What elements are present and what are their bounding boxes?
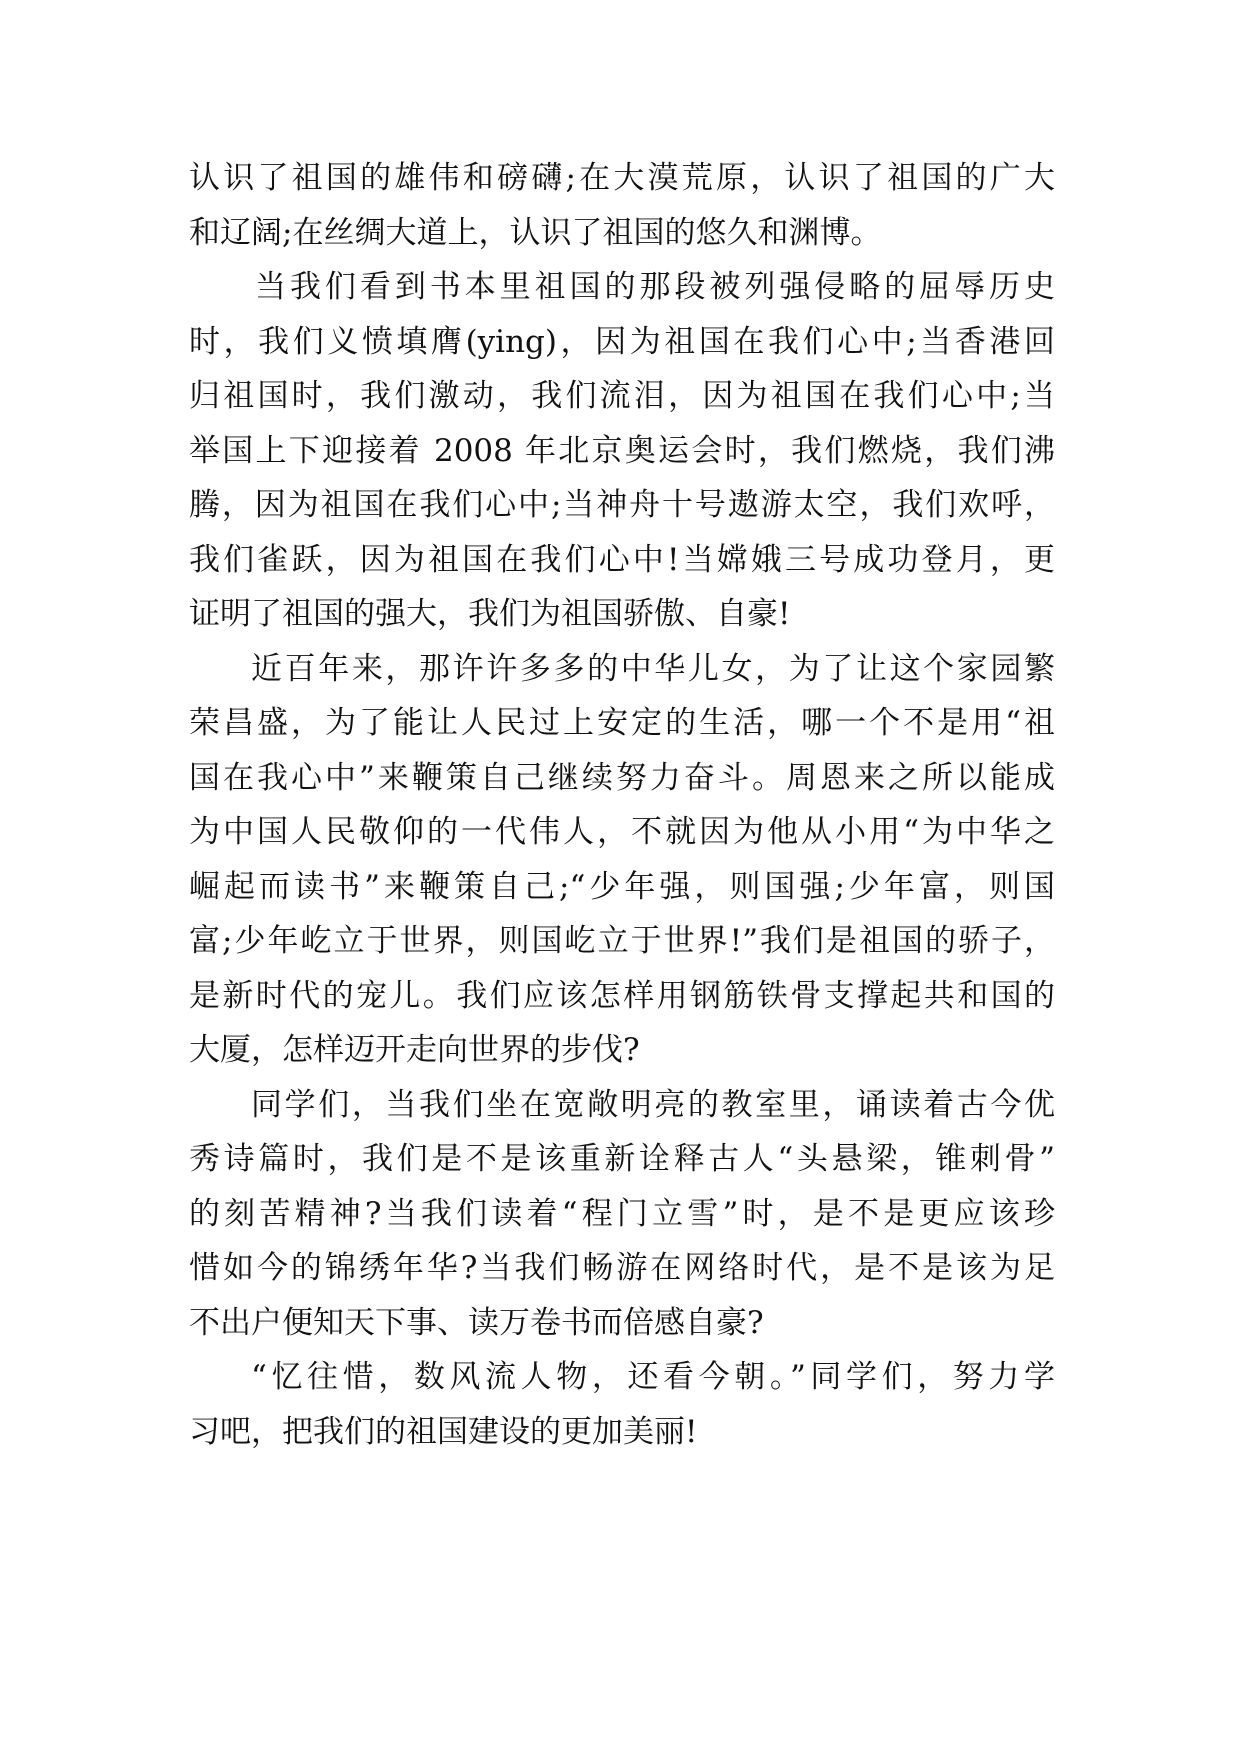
- paragraph-line: 证明了祖国的强大，我们为祖国骄傲、自豪!: [189, 596, 791, 632]
- paragraph-3: [189, 642, 1055, 1078]
- paragraph-line: 我们雀跃，因为祖国在我们心中!当嫦娥三号成功登月，更: [189, 541, 1055, 578]
- paragraph-line: 和辽阔;在丝绸大道上，认识了祖国的悠久和渊博。: [189, 214, 882, 251]
- paragraph-line: “忆往惜，数风流人物，还看今朝。”同学们，努力学: [251, 1359, 1055, 1395]
- paragraph-line: 习吧，把我们的祖国建设的更加美丽!: [189, 1413, 698, 1450]
- paragraph-line: 认识了祖国的雄伟和磅礴;在大漠荒原，认识了祖国的广大: [189, 160, 1055, 196]
- paragraph-line: 的刻苦精神?当我们读着“程门立雪”时，是不是更应该珍: [189, 1195, 1055, 1232]
- paragraph-line: 时，我们义愤填膺(ying)，因为祖国在我们心中;当香港回: [189, 323, 1055, 360]
- paragraph-line: 秀诗篇时，我们是不是该重新诠释古人“头悬梁，锥刺骨”: [189, 1141, 1055, 1177]
- paragraph-line: 为中国人民敬仰的一代伟人，不就因为他从小用“为中华之: [189, 814, 1055, 850]
- paragraph-line: 大厦，怎样迈开走向世界的步伐?: [189, 1032, 640, 1068]
- paragraph-line: 同学们，当我们坐在宽敞明亮的教室里，诵读着古今优: [251, 1086, 1055, 1123]
- paragraph-line: 是新时代的宠儿。我们应该怎样用钢筋铁骨支撑起共和国的: [189, 977, 1055, 1014]
- paragraph-line: 惜如今的锦绣年华?当我们畅游在网络时代，是不是该为足: [189, 1250, 1055, 1286]
- paragraph-line: 崛起而读书”来鞭策自己;“少年强，则国强;少年富，则国: [189, 868, 1055, 905]
- paragraph-line: 国在我心中”来鞭策自己继续努力奋斗。周恩来之所以能成: [189, 759, 1055, 796]
- paragraph-line: 荣昌盛，为了能让人民过上安定的生活，哪一个不是用“祖: [189, 705, 1055, 741]
- document-body: [189, 151, 1055, 1459]
- paragraph-4: [189, 1078, 1055, 1351]
- paragraph-line: 归祖国时，我们激动，我们流泪，因为祖国在我们心中;当: [189, 378, 1055, 414]
- paragraph-1: [189, 151, 1055, 260]
- paragraph-line: 不出户便知天下事、读万卷书而倍感自豪?: [189, 1304, 764, 1341]
- paragraph-5: [189, 1350, 1055, 1459]
- paragraph-line: 近百年来，那许许多多的中华儿女，为了让这个家园繁: [251, 650, 1055, 687]
- paragraph-line: 富;少年屹立于世界，则国屹立于世界!”我们是祖国的骄子，: [189, 923, 1055, 959]
- paragraph-line: 腾，因为祖国在我们心中;当神舟十号遨游太空，我们欢呼，: [189, 487, 1055, 523]
- paragraph-line: 举国上下迎接着 2008 年北京奥运会时，我们燃烧，我们沸: [189, 432, 1055, 469]
- paragraph-2: [189, 260, 1055, 642]
- paragraph-line: 当我们看到书本里祖国的那段被列强侵略的屈辱历史: [255, 269, 1055, 305]
